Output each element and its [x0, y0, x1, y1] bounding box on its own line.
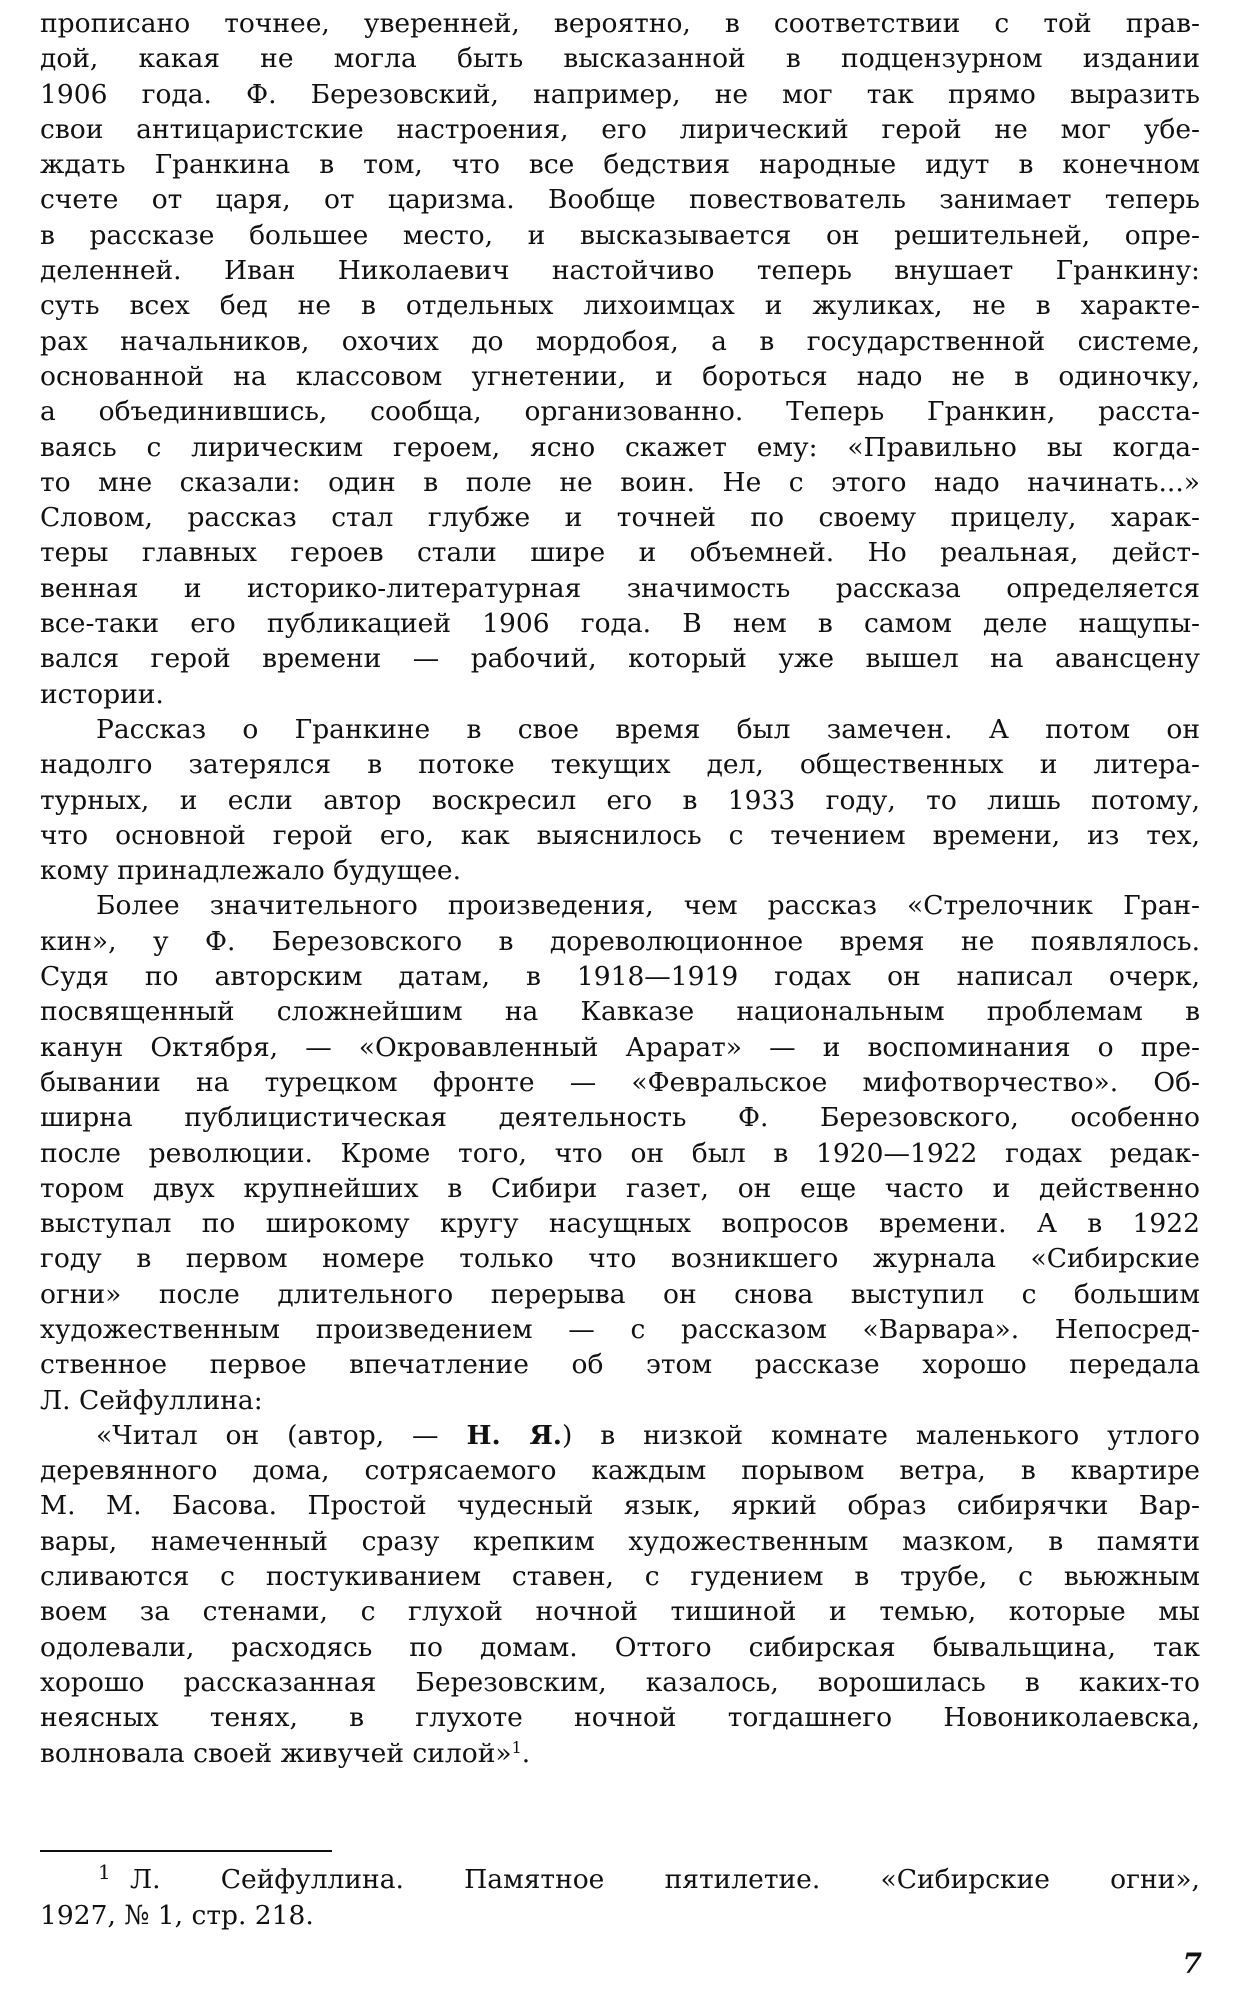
- text-line: выступал по широкому кругу насущных вопросов времени. А в 1922: [40, 1208, 1200, 1240]
- quote-line: сливаются с постукиванием ставен, с гудением в трубе, с вьюжным: [40, 1561, 1200, 1593]
- text-line: кому принадлежало будущее.: [40, 855, 461, 887]
- quote-line: неясных тенях, в глухоте ночной тогдашнего Новониколаевска,: [40, 1702, 1200, 1734]
- text-line: а объединившись, сообща, организованно. Теперь Гранкин, расста-: [40, 396, 1200, 428]
- text-line: ваясь с лирическим героем, ясно скажет ему: «Правильно вы когда-: [40, 431, 1200, 463]
- text-line: суть всех бед не в отдельных лихоимцах и жуликах, не в характе-: [40, 290, 1200, 322]
- text-line: посвященный сложнейшим на Кавказе национальным проблемам в: [40, 996, 1200, 1028]
- text-line: художественным произведением — с рассказом «Варвара». Непосред-: [40, 1313, 1200, 1345]
- text-line: счете от царя, от царизма. Вообще повествователь занимает теперь: [40, 184, 1200, 216]
- text-line: кин», у Ф. Березовского в дореволюционное время не появлялось.: [40, 925, 1200, 957]
- footnote-line: Л. Сейфуллина. Памятное пятилетие. «Сибирские огни»,: [130, 1864, 1200, 1895]
- footnote-reference[interactable]: 1: [511, 1737, 522, 1757]
- main-text-column: [40, 6, 1200, 1771]
- text-line: свои антицаристские настроения, его лирический герой не мог убе-: [40, 113, 1200, 145]
- page-number: 7: [1182, 1947, 1202, 1980]
- text-line: Судя по авторским датам, в 1918—1919 годах он написал очерк,: [40, 961, 1200, 993]
- footnote: [40, 1862, 1200, 1934]
- text-line: Л. Сейфуллина:: [40, 1384, 263, 1416]
- text-line: бывании на турецком фронте — «Февральское мифотворчество». Об-: [40, 1066, 1200, 1098]
- quote-line: воем за стенами, с глухой ночной тишиной и темью, которые мы: [40, 1596, 1200, 1628]
- quote-first-line: [40, 1418, 1200, 1453]
- quote-suffix: ) в низкой комнате маленького утлого: [562, 1419, 1200, 1451]
- text-line: основанной на классовом угнетении, и бороться надо не в одиночку,: [40, 360, 1200, 392]
- text-line: после революции. Кроме того, что он был в 1920—1922 годах редак-: [40, 1137, 1200, 1169]
- text-line: венная и историко-литературная значимость рассказа определяется: [40, 572, 1200, 604]
- text-line: прописано точнее, уверенней, вероятно, в соответствии с той прав-: [40, 8, 1200, 39]
- paragraph-first-line: Более значительного произведения, чем рассказ «Стрелочник Гран-: [96, 890, 1200, 922]
- text-line: все-таки его публикацией 1906 года. В нем в самом деле нащупы-: [40, 608, 1200, 640]
- text-line: вался герой времени — рабочий, который уже вышел на авансцену: [40, 643, 1200, 675]
- quote-last-text: волновала своей живучей силой»: [40, 1737, 512, 1769]
- text-line: ственное первое впечатление об этом рассказе хорошо передала: [40, 1349, 1200, 1381]
- quote-line: М. М. Басова. Простой чудесный язык, яркий образ сибирячки Вар-: [40, 1490, 1200, 1522]
- text-line: ждать Гранкина в том, что все бедствия народные идут в конечном: [40, 149, 1200, 181]
- text-line: истории.: [40, 678, 164, 710]
- quote-line: вары, намеченный сразу крепким художественным мазком, в памяти: [40, 1525, 1200, 1557]
- text-line: дой, какая не могла быть высказанной в подцензурном издании: [40, 43, 1200, 75]
- text-line: в рассказе большее место, и высказывается он решительней, опре-: [40, 219, 1200, 251]
- quote-line: хорошо рассказанная Березовским, казалось, ворошилась в каких-то: [40, 1666, 1200, 1698]
- quote-line: одолевали, расходясь по домам. Оттого сибирская бывальщина, так: [40, 1631, 1200, 1663]
- footnote-line: 1927, № 1, стр. 218.: [40, 1900, 314, 1931]
- text-line: тором двух крупнейших в Сибири газет, он еще часто и действенно: [40, 1172, 1200, 1204]
- paragraph-first-line: Рассказ о Гранкине в свое время был замечен. А потом он: [96, 713, 1200, 745]
- text-line: то мне сказали: один в поле не воин. Не с этого надо начинать...»: [40, 466, 1200, 498]
- text-line: ширна публицистическая деятельность Ф. Березовского, особенно: [40, 1102, 1200, 1134]
- quote-author-initials: Н. Я.: [466, 1419, 563, 1451]
- text-line: канун Октября, — «Окровавленный Арарат» — и воспоминания о пре-: [40, 1031, 1200, 1063]
- text-line: деленней. Иван Николаевич настойчиво теперь внушает Гранкину:: [40, 255, 1200, 287]
- quote-prefix: «Читал он (автор, —: [96, 1419, 467, 1451]
- text-line: огни» после длительного перерыва он снова выступил с большим: [40, 1278, 1200, 1310]
- text-line: 1906 года. Ф. Березовский, например, не мог так прямо выразить: [40, 78, 1200, 110]
- text-line: надолго затерялся в потоке текущих дел, общественных и литера-: [40, 749, 1200, 781]
- text-line: что основной герой его, как выяснилось с течением времени, из тех,: [40, 819, 1200, 851]
- text-line: году в первом номере только что возникшего журнала «Сибирские: [40, 1243, 1200, 1275]
- text-line: теры главных героев стали шире и объемней. Но реальная, дейст-: [40, 537, 1200, 569]
- quote-line: деревянного дома, сотрясаемого каждым порывом ветра, в квартире: [40, 1455, 1200, 1487]
- text-line: рах начальников, охочих до мордобоя, а в государственной системе,: [40, 325, 1200, 357]
- footnote-marker: 1: [98, 1860, 111, 1884]
- footnote-divider: [40, 1850, 332, 1852]
- text-line: турных, и если автор воскресил его в 1933 году, то лишь потому,: [40, 784, 1200, 816]
- text-line: Словом, рассказ стал глубже и точней по своему прицелу, харак-: [40, 502, 1200, 534]
- quote-last-line: волновала своей живучей силой»$^1$.: [40, 1737, 531, 1769]
